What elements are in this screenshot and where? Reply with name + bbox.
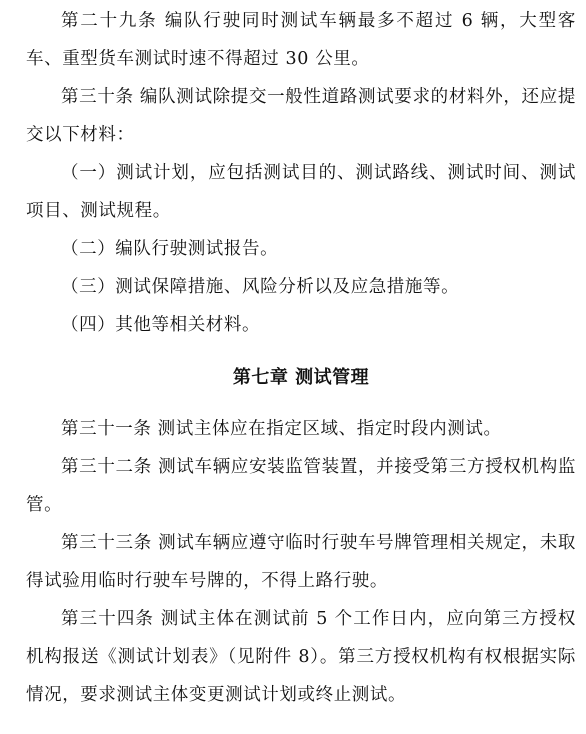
article-31: 第三十一条 测试主体应在指定区域、指定时段内测试。 [61, 419, 502, 439]
article-30: 第三十条 编队测试除提交一般性道路测试要求的材料外，还应提交以下材料： [26, 87, 576, 145]
article-29: 第二十九条 编队行驶同时测试车辆最多不超过 6 辆，大型客车、重型货车测试时速不得超过 30 公里。 [26, 11, 576, 69]
article-34: 第三十四条 测试主体在测试前 5 个工作日内，应向第三方授权机构报送《测试计划表》（见附件 8）。第三方授权机构有权根据实际情况，要求测试主体变更测试计划或终止测试。 [26, 609, 576, 705]
article-32: 第三十二条 测试车辆应安装监管装置，并接受第三方授权机构监管。 [26, 457, 576, 515]
article-30-item-1: （一）测试计划，应包括测试目的、测试路线、测试时间、测试项目、测试规程。 [26, 163, 576, 221]
article-30-item-3: （三）测试保障措施、风险分析以及应急措施等。 [61, 277, 460, 297]
article-30-item-4: （四）其他等相关材料。 [61, 315, 261, 335]
article-30-item-2: （二）编队行驶测试报告。 [61, 239, 279, 259]
article-33: 第三十三条 测试车辆应遵守临时行驶车号牌管理相关规定，未取得试验用临时行驶车号牌的，不得上路行驶。 [26, 533, 576, 591]
chapter-heading: 第七章 测试管理 [232, 367, 370, 388]
